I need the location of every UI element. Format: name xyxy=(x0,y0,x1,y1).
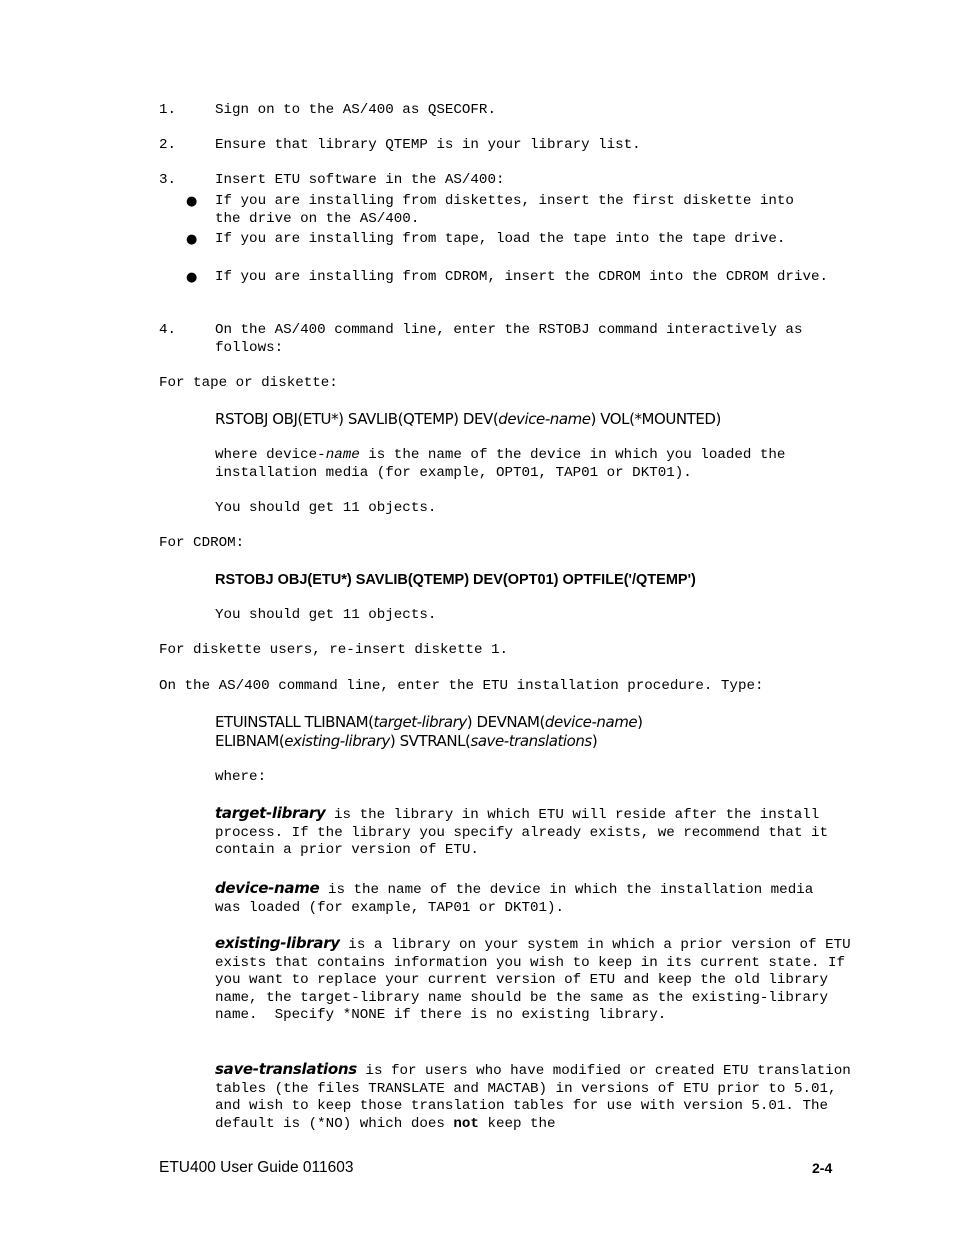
footer-title: ETU400 User Guide 011603 xyxy=(159,1159,354,1176)
cdrom-heading: For CDROM: xyxy=(159,535,245,551)
etuinstall-command-line-1: ETUINSTALL TLIBNAM(target-library) DEVNAM(device-name) xyxy=(215,713,643,731)
bullet-icon: ● xyxy=(186,194,198,209)
install-intro: On the AS/400 command line, enter the ETU installation procedure. Type: xyxy=(159,678,764,694)
param-save-translations: save-translations is for users who have modified or created ETU translation tables (the files TRANSLATE and MACTAB) in versions of ETU prior to 5.01, and wish to keep those translation tables for use with version 5.01. The default is (*NO) which does not keep the xyxy=(215,1060,860,1132)
step-3-number: 3. xyxy=(159,172,177,188)
rstobj-tape-command: RSTOBJ OBJ(ETU*) SAVLIB(QTEMP) DEV(device-name) VOL(*MOUNTED) xyxy=(215,410,721,428)
param-existing-library: existing-library is a library on your system in which a prior version of ETU exists that contains information you wish to keep in its current state. If you want to replace your current version of ETU and keep the old library name, the target-library name should be the same as the existing-library name. Specify *NONE if there is no existing library. xyxy=(215,934,860,1023)
step-4-number: 4. xyxy=(159,322,177,338)
step-1-text: Sign on to the AS/400 as QSECOFR. xyxy=(215,102,496,118)
tape-objects-note: You should get 11 objects. xyxy=(215,500,437,516)
bullet-cdrom: If you are installing from CDROM, insert the CDROM into the CDROM drive. xyxy=(215,269,828,285)
step-1-number: 1. xyxy=(159,102,177,118)
step-2-text: Ensure that library QTEMP is in your library list. xyxy=(215,137,641,153)
page-number: 2-4 xyxy=(812,1160,833,1176)
param-target-library: target-library is the library in which ETU will reside after the install process. If the library you specify already exists, we recommend that it contain a prior version of ETU. xyxy=(215,804,837,858)
where-label: where: xyxy=(215,769,267,785)
step-2-number: 2. xyxy=(159,137,177,153)
step-4-text: On the AS/400 command line, enter the RSTOBJ command interactively as follows: xyxy=(215,322,811,356)
step-3-text: Insert ETU software in the AS/400: xyxy=(215,172,505,188)
bullet-diskettes: If you are installing from diskettes, insert the first diskette into the drive on the AS/400. xyxy=(215,193,803,227)
rstobj-cdrom-command: RSTOBJ OBJ(ETU*) SAVLIB(QTEMP) DEV(OPT01) OPTFILE('/QTEMP') xyxy=(215,572,696,588)
tape-where-text: where device-name is the name of the device in which you loaded the installation media (for example, OPT01, TAP01 or DKT01). xyxy=(215,447,794,481)
tape-heading: For tape or diskette: xyxy=(159,375,338,391)
reinsert-note: For diskette users, re-insert diskette 1. xyxy=(159,642,509,658)
bullet-icon: ● xyxy=(186,270,198,285)
etuinstall-command-line-2: ELIBNAM(existing-library) SVTRANL(save-translations) xyxy=(215,732,598,750)
bullet-icon: ● xyxy=(186,232,198,247)
param-device-name: device-name is the name of the device in which the installation media was loaded (for example, TAP01 or DKT01). xyxy=(215,879,822,916)
cdrom-objects-note: You should get 11 objects. xyxy=(215,607,437,623)
bullet-tape: If you are installing from tape, load the tape into the tape drive. xyxy=(215,231,786,247)
